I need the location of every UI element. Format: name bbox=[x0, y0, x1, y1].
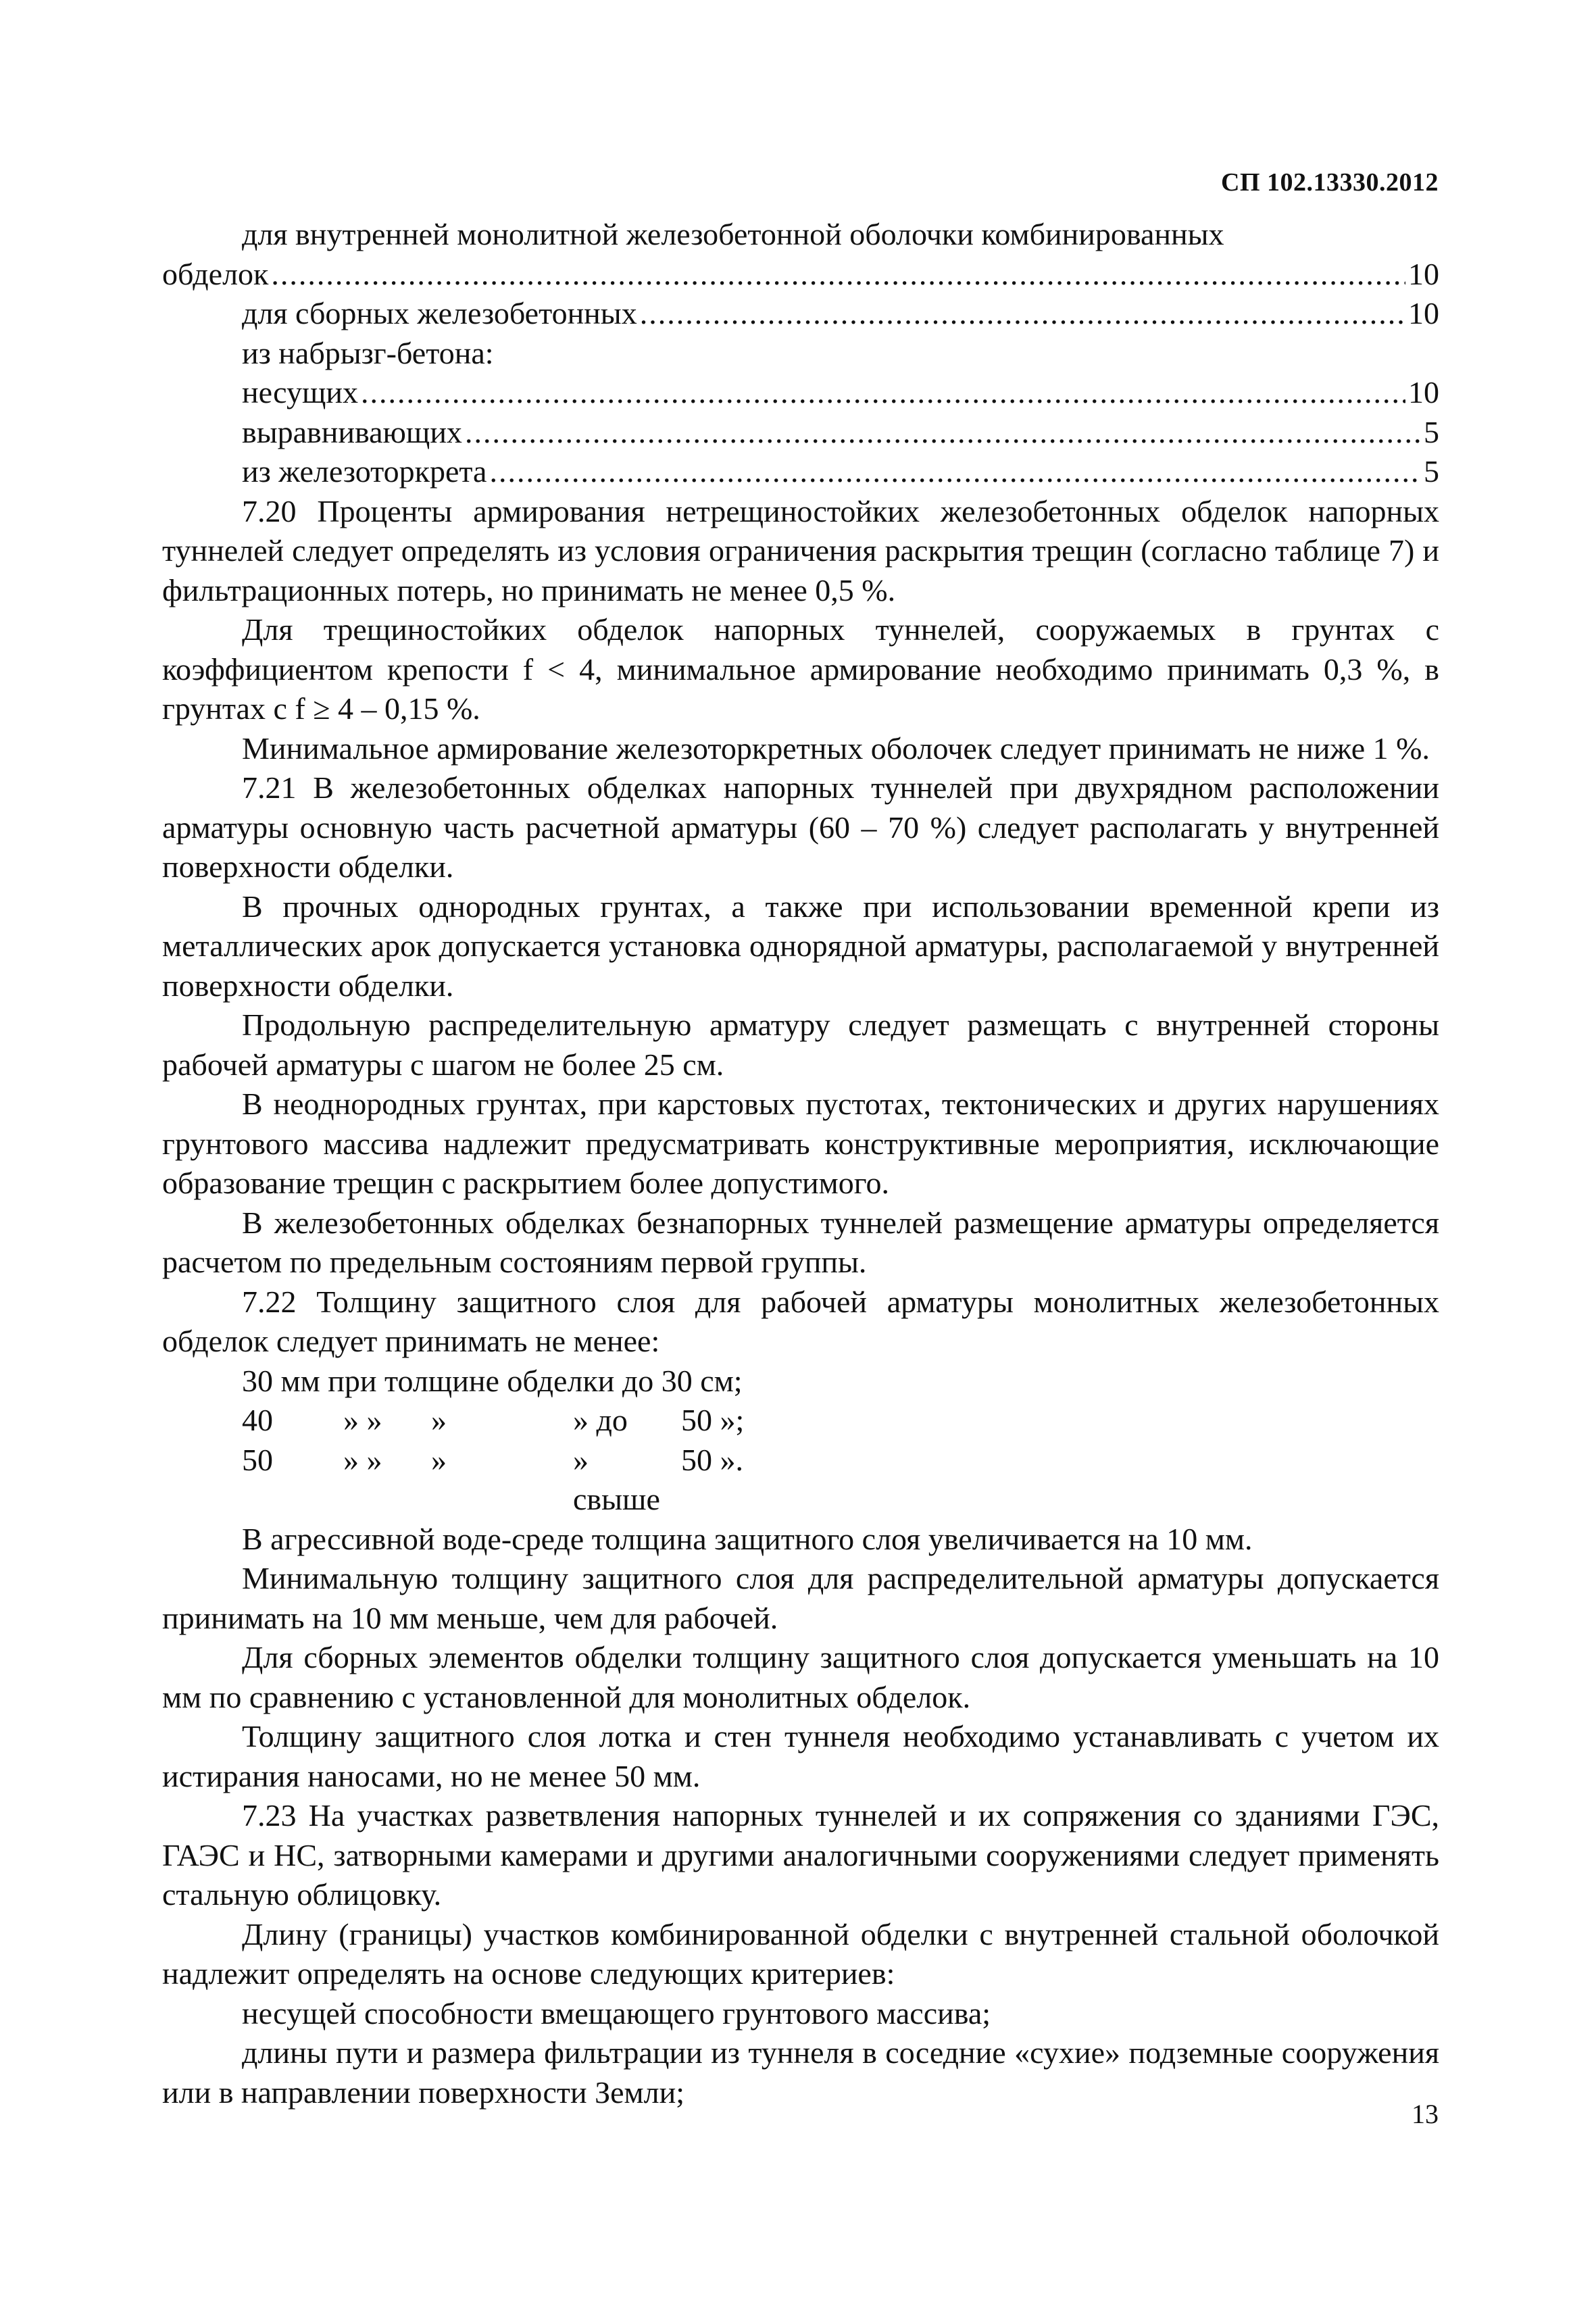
list-item bbox=[162, 373, 1439, 413]
cover-row bbox=[162, 1401, 1439, 1441]
paragraph: Для трещиностойких обделок напорных туннелей, сооружаемых в грунтах с коэффициентом крепости f < 4, минимальное армирование необходимо принимать 0,3 %, в грунтах с f ≥ 4 – 0,15 %. bbox=[162, 612, 1439, 726]
list-item-label: несущих bbox=[242, 375, 359, 409]
list-item bbox=[162, 413, 1439, 453]
leader-dots bbox=[640, 294, 1405, 334]
page-content bbox=[162, 215, 1439, 2112]
list-item-value: 5 bbox=[1424, 454, 1439, 489]
list-item-value: 10 bbox=[1408, 256, 1439, 291]
cover-cell: » до bbox=[573, 1403, 628, 1437]
paragraph: Длину (границы) участков комбинированной обделки с внутренней стальной оболочкой надлежит определять на основе следующих критериев: bbox=[162, 1916, 1439, 1991]
list-item-value: 5 bbox=[1424, 414, 1439, 449]
paragraph: В прочных однородных грунтах, а также при использовании временной крепи из металлических арок допускается установка однорядной арматуры, располагаемой у внутренней поверхности обделки. bbox=[162, 889, 1439, 1003]
cover-cell: » bbox=[431, 1403, 447, 1437]
paragraph: Для сборных элементов обделки толщину защитного слоя допускается уменьшать на 10 мм по сравнению с установленной для монолитных обделок. bbox=[162, 1640, 1439, 1714]
paragraph-7-22: 7.22 Толщину защитного слоя для рабочей арматуры монолитных железобетонных обделок следует принимать не менее: bbox=[162, 1284, 1439, 1358]
paragraph: длины пути и размера фильтрации из туннеля в соседние «сухие» подземные сооружения или в направлении поверхности Земли; bbox=[162, 2035, 1439, 2110]
list-item-label: из железоторкрета bbox=[242, 454, 487, 489]
list-intro: для внутренней монолитной железобетонной оболочки комбинированных bbox=[242, 217, 1224, 251]
cover-cell: 40 bbox=[242, 1403, 273, 1437]
paragraph-7-23: 7.23 На участках разветвления напорных туннелей и их сопряжения со зданиями ГЭС, ГАЭС и НС, затворными камерами и другими аналогичными сооружениями следует применять стальную облицовку. bbox=[162, 1798, 1439, 1912]
list-item-value: 10 bbox=[1408, 375, 1439, 409]
cover-cell: » » bbox=[343, 1403, 382, 1437]
list-item bbox=[162, 255, 1439, 295]
cover-cell: 50 »; bbox=[681, 1403, 745, 1437]
cover-row bbox=[162, 1441, 1439, 1520]
paragraph: несущей способности вмещающего грунтового массива; bbox=[242, 1995, 991, 2031]
list-item bbox=[162, 294, 1439, 334]
cover-cell: » свыше bbox=[573, 1442, 660, 1516]
paragraph-7-21: 7.21 В железобетонных обделках напорных туннелей при двухрядном расположении арматуры основную часть расчетной арматуры (60 – 70 %) следует располагать у внутренней поверхности обделки. bbox=[162, 770, 1439, 884]
list-item-label: выравнивающих bbox=[242, 414, 462, 449]
page-number: 13 bbox=[1412, 2099, 1439, 2129]
list-heading: из набрызг-бетона: bbox=[242, 335, 494, 370]
leader-dots bbox=[271, 255, 1405, 295]
cover-cell: » bbox=[431, 1442, 447, 1477]
list-item bbox=[162, 452, 1439, 492]
cover-cell: » » bbox=[343, 1442, 382, 1477]
paragraph: Толщину защитного слоя лотка и стен туннеля необходимо устанавливать с учетом их истирания наносами, но не менее 50 мм. bbox=[162, 1719, 1439, 1793]
paragraph: В агрессивной воде-среде толщина защитного слоя увеличивается на 10 мм. bbox=[242, 1521, 1253, 1556]
cover-cell: 50 ». bbox=[681, 1442, 743, 1477]
list-item-value: 10 bbox=[1408, 296, 1439, 330]
leader-dots bbox=[465, 413, 1421, 453]
list-item-label: обделок bbox=[162, 256, 269, 291]
paragraph: В железобетонных обделках безнапорных туннелей размещение арматуры определяется расчетом по предельным состояниям первой группы. bbox=[162, 1205, 1439, 1279]
paragraph-7-20: 7.20 Проценты армирования нетрещиностойких железобетонных обделок напорных туннелей следует определять из условия ограничения раскрытия трещин (согласно таблице 7) и фильтрационных потерь, но принимать не менее 0,5 %. bbox=[162, 493, 1439, 607]
paragraph: Минимальную толщину защитного слоя для распределительной арматуры допускается принимать на 10 мм меньше, чем для рабочей. bbox=[162, 1561, 1439, 1635]
list-item-label: для сборных железобетонных bbox=[242, 296, 637, 330]
paragraph: Минимальное армирование железоторкретных оболочек следует принимать не ниже 1 %. bbox=[242, 730, 1430, 766]
paragraph: В неоднородных грунтах, при карстовых пустотах, тектонических и других нарушениях грунтового массива надлежит предусматривать конструктивные мероприятия, исключающие образование трещин с раскрытием более допустимого. bbox=[162, 1087, 1439, 1200]
cover-cell: 50 bbox=[242, 1442, 273, 1477]
paragraph: Продольную распределительную арматуру следует размещать с внутренней стороны рабочей арматуры с шагом не более 25 см. bbox=[162, 1007, 1439, 1082]
document-code: СП 102.13330.2012 bbox=[1221, 168, 1439, 197]
leader-dots bbox=[361, 373, 1405, 413]
cover-row: 30 мм при толщине обделки до 30 см; bbox=[242, 1363, 743, 1398]
leader-dots bbox=[489, 452, 1421, 492]
